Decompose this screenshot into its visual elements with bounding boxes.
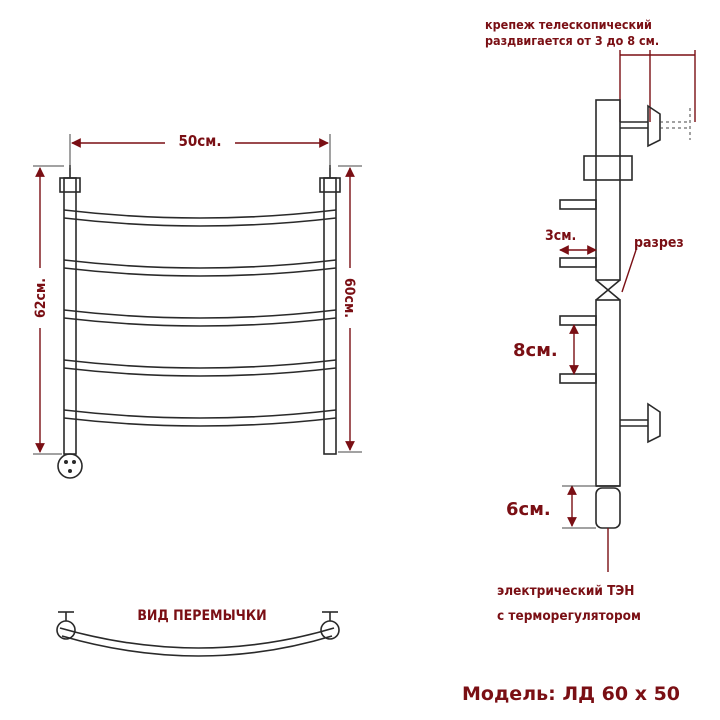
gap-6-label: 6см.	[506, 499, 551, 520]
section-break	[596, 280, 620, 300]
right-height-label: 60см.	[341, 277, 357, 319]
heater-caption-line1: электрический ТЭН	[497, 583, 635, 599]
rungs	[64, 210, 336, 426]
lower-pipe	[596, 300, 620, 486]
collar	[584, 156, 632, 180]
rung-1	[64, 210, 336, 226]
jumper-view-label: ВИД ПЕРЕМЫЧКИ	[137, 608, 267, 624]
rung-4	[64, 360, 336, 376]
right-top-cap	[320, 178, 340, 192]
section-label: разрез	[634, 235, 684, 251]
width-label: 50см.	[178, 132, 222, 150]
heater-caption-line2: с терморегулятором	[497, 608, 641, 624]
rung-3	[64, 310, 336, 326]
left-height-label: 62см.	[33, 277, 49, 319]
rung-5	[64, 410, 336, 426]
front-view	[30, 128, 362, 478]
gap-8-label: 8см.	[513, 340, 558, 361]
jumper-arc	[60, 628, 334, 656]
upper-pipe	[596, 100, 620, 280]
left-top-cap	[60, 178, 80, 192]
mount-note-line1: крепеж телескопический	[485, 17, 652, 32]
rung-2	[64, 260, 336, 276]
bottom-plug	[58, 454, 82, 478]
lower-wall-mount	[648, 404, 660, 442]
heating-element	[596, 488, 620, 528]
model-label: Модель: ЛД 60 х 50	[462, 683, 681, 705]
jumper-view	[57, 608, 339, 656]
mount-note-line2: раздвигается от 3 до 8 см.	[485, 33, 660, 48]
side-view	[485, 17, 695, 624]
gap-3-label: 3см.	[545, 228, 577, 244]
